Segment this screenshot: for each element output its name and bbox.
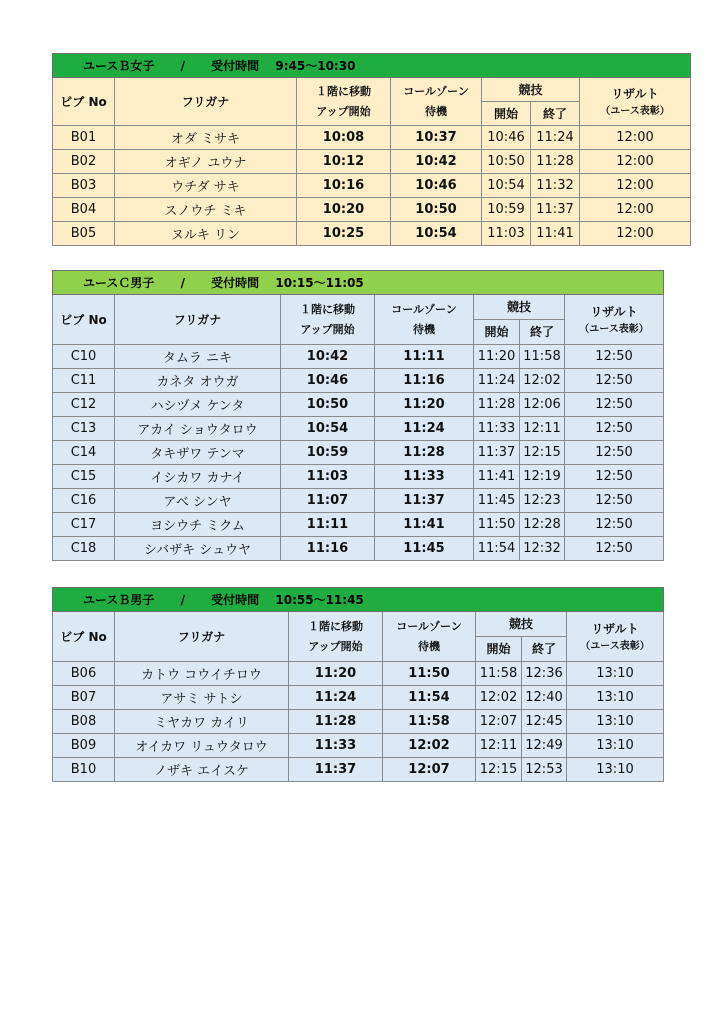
header-move-upstairs: [281, 295, 375, 345]
reception-label: 受付時間: [211, 593, 260, 607]
move-time-cell: 11:24: [289, 686, 383, 710]
furigana-cell: カネタ オウガ: [115, 369, 281, 393]
call-zone-time-cell: 11:50: [383, 662, 476, 686]
reception-label: 受付時間: [211, 276, 260, 290]
furigana-cell: アベ シンヤ: [115, 489, 281, 513]
move-time-cell: 10:12: [297, 150, 391, 174]
table-title: [53, 588, 664, 612]
result-time-cell: 13:10: [567, 686, 664, 710]
table-row: [53, 417, 664, 441]
category-label: ユースＣ男子: [83, 276, 155, 290]
furigana-cell: ウチダ サキ: [115, 174, 297, 198]
call-zone-time-cell: 10:37: [391, 126, 482, 150]
furigana-cell: タキザワ テンマ: [115, 441, 281, 465]
result-time-cell: 13:10: [567, 662, 664, 686]
youth-b-men-schedule: [52, 587, 664, 782]
title-separator: /: [180, 593, 185, 607]
result-time-cell: 13:10: [567, 758, 664, 782]
bib-cell: B09: [53, 734, 115, 758]
header-move-upstairs: [289, 612, 383, 662]
furigana-cell: オダ ミサキ: [115, 126, 297, 150]
furigana-cell: タムラ ニキ: [115, 345, 281, 369]
call-zone-time-cell: 11:11: [375, 345, 474, 369]
end-time-cell: 11:28: [531, 150, 580, 174]
end-time-cell: 12:19: [520, 465, 565, 489]
header-competition: 競技: [476, 612, 567, 637]
end-time-cell: 12:15: [520, 441, 565, 465]
furigana-cell: スノウチ ミキ: [115, 198, 297, 222]
reception-time: 9:45～10:30: [275, 59, 356, 73]
move-time-cell: 10:59: [281, 441, 375, 465]
end-time-cell: 11:58: [520, 345, 565, 369]
result-time-cell: 12:50: [565, 513, 664, 537]
header-furigana: フリガナ: [115, 612, 289, 662]
call-zone-time-cell: 10:54: [391, 222, 482, 246]
table-title: [53, 54, 691, 78]
result-time-cell: 12:50: [565, 345, 664, 369]
header-end: 終了: [531, 102, 580, 126]
start-time-cell: 11:33: [474, 417, 520, 441]
move-time-cell: 10:42: [281, 345, 375, 369]
header-move-upstairs: [297, 78, 391, 126]
move-time-cell: 10:50: [281, 393, 375, 417]
start-time-cell: 11:58: [476, 662, 522, 686]
move-time-cell: 10:25: [297, 222, 391, 246]
furigana-cell: アカイ ショウタロウ: [115, 417, 281, 441]
call-zone-time-cell: 10:42: [391, 150, 482, 174]
header-result-sub: （ユース表彰）: [580, 640, 650, 652]
end-time-cell: 12:11: [520, 417, 565, 441]
call-zone-time-cell: 11:37: [375, 489, 474, 513]
result-time-cell: 12:00: [580, 222, 691, 246]
move-time-cell: 11:07: [281, 489, 375, 513]
call-zone-time-cell: 11:20: [375, 393, 474, 417]
bib-cell: C16: [53, 489, 115, 513]
end-time-cell: 11:41: [531, 222, 580, 246]
furigana-cell: ヌルキ リン: [115, 222, 297, 246]
call-zone-time-cell: 11:58: [383, 710, 476, 734]
bib-cell: B07: [53, 686, 115, 710]
bib-cell: B08: [53, 710, 115, 734]
header-call-line1: コールゾーン: [403, 84, 469, 98]
header-furigana: フリガナ: [115, 78, 297, 126]
start-time-cell: 11:50: [474, 513, 520, 537]
header-start: 開始: [476, 637, 522, 662]
header-move-line2: アップ開始: [316, 104, 371, 118]
header-result-label: リザルト: [591, 621, 639, 636]
header-result: [580, 78, 691, 126]
table-row: [53, 393, 664, 417]
category-label: ユースＢ男子: [83, 593, 155, 607]
start-time-cell: 11:41: [474, 465, 520, 489]
end-time-cell: 11:32: [531, 174, 580, 198]
furigana-cell: シバザキ シュウヤ: [115, 537, 281, 561]
bib-cell: C18: [53, 537, 115, 561]
end-time-cell: 12:45: [522, 710, 567, 734]
bib-cell: B02: [53, 150, 115, 174]
move-time-cell: 11:11: [281, 513, 375, 537]
move-time-cell: 11:37: [289, 758, 383, 782]
furigana-cell: ハシヅメ ケンタ: [115, 393, 281, 417]
furigana-cell: ノザキ エイスケ: [115, 758, 289, 782]
result-time-cell: 12:00: [580, 198, 691, 222]
start-time-cell: 11:20: [474, 345, 520, 369]
move-time-cell: 10:16: [297, 174, 391, 198]
header-bib: ビブ No: [53, 295, 115, 345]
furigana-cell: アサミ サトシ: [115, 686, 289, 710]
furigana-cell: イシカワ カナイ: [115, 465, 281, 489]
bib-cell: C14: [53, 441, 115, 465]
move-time-cell: 11:33: [289, 734, 383, 758]
move-time-cell: 11:20: [289, 662, 383, 686]
bib-cell: B03: [53, 174, 115, 198]
end-time-cell: 11:37: [531, 198, 580, 222]
furigana-cell: ミヤカワ カイリ: [115, 710, 289, 734]
table-row: [53, 662, 664, 686]
youth-c-men-schedule: [52, 270, 664, 561]
furigana-cell: オイカワ リュウタロウ: [115, 734, 289, 758]
schedule-table: [52, 587, 664, 782]
table-row: [53, 710, 664, 734]
table-row: [53, 537, 664, 561]
header-competition: 競技: [482, 78, 580, 102]
header-result-label: リザルト: [590, 304, 638, 319]
header-result-sub: （ユース表彰）: [600, 105, 670, 117]
end-time-cell: 12:02: [520, 369, 565, 393]
bib-cell: C12: [53, 393, 115, 417]
end-time-cell: 12:23: [520, 489, 565, 513]
header-move-line1: １階に移動: [300, 302, 355, 316]
call-zone-time-cell: 11:24: [375, 417, 474, 441]
call-zone-time-cell: 11:16: [375, 369, 474, 393]
bib-cell: B10: [53, 758, 115, 782]
result-time-cell: 12:50: [565, 417, 664, 441]
furigana-cell: カトウ コウイチロウ: [115, 662, 289, 686]
table-row: [53, 441, 664, 465]
result-time-cell: 12:00: [580, 150, 691, 174]
header-start: 開始: [482, 102, 531, 126]
start-time-cell: 12:02: [476, 686, 522, 710]
header-result-label: リザルト: [611, 86, 659, 101]
header-call-line1: コールゾーン: [396, 619, 462, 633]
table-row: [53, 150, 691, 174]
table-row: [53, 345, 664, 369]
bib-cell: B01: [53, 126, 115, 150]
bib-cell: C15: [53, 465, 115, 489]
result-time-cell: 12:00: [580, 126, 691, 150]
start-time-cell: 12:15: [476, 758, 522, 782]
header-competition: 競技: [474, 295, 565, 320]
start-time-cell: 10:54: [482, 174, 531, 198]
move-time-cell: 10:46: [281, 369, 375, 393]
start-time-cell: 11:37: [474, 441, 520, 465]
reception-time: 10:55～11:45: [275, 593, 364, 607]
header-call-zone: [383, 612, 476, 662]
title-separator: /: [180, 276, 185, 290]
result-time-cell: 13:10: [567, 710, 664, 734]
header-end: 終了: [522, 637, 567, 662]
call-zone-time-cell: 12:07: [383, 758, 476, 782]
category-label: ユースＢ女子: [83, 59, 155, 73]
header-result: [565, 295, 664, 345]
header-move-line1: １階に移動: [308, 619, 363, 633]
call-zone-time-cell: 11:33: [375, 465, 474, 489]
start-time-cell: 12:07: [476, 710, 522, 734]
end-time-cell: 12:36: [522, 662, 567, 686]
bib-cell: C17: [53, 513, 115, 537]
furigana-cell: ヨシウチ ミクム: [115, 513, 281, 537]
start-time-cell: 11:24: [474, 369, 520, 393]
header-move-line1: １階に移動: [316, 84, 371, 98]
header-result: [567, 612, 664, 662]
move-time-cell: 10:08: [297, 126, 391, 150]
table-row: [53, 734, 664, 758]
end-time-cell: 12:32: [520, 537, 565, 561]
youth-b-women-schedule: [52, 53, 691, 246]
bib-cell: C13: [53, 417, 115, 441]
result-time-cell: 12:00: [580, 174, 691, 198]
header-result-sub: （ユース表彰）: [579, 323, 649, 335]
schedule-table: [52, 270, 664, 561]
call-zone-time-cell: 11:54: [383, 686, 476, 710]
table-row: [53, 686, 664, 710]
header-move-line2: アップ開始: [308, 639, 363, 653]
header-call-line2: 待機: [425, 104, 447, 118]
table-row: [53, 758, 664, 782]
table-row: [53, 126, 691, 150]
header-bib: ビブ No: [53, 612, 115, 662]
reception-label: 受付時間: [211, 59, 260, 73]
end-time-cell: 11:24: [531, 126, 580, 150]
result-time-cell: 12:50: [565, 465, 664, 489]
end-time-cell: 12:40: [522, 686, 567, 710]
call-zone-time-cell: 10:50: [391, 198, 482, 222]
call-zone-time-cell: 11:41: [375, 513, 474, 537]
title-separator: /: [180, 59, 185, 73]
header-start: 開始: [474, 320, 520, 345]
start-time-cell: 11:03: [482, 222, 531, 246]
move-time-cell: 10:20: [297, 198, 391, 222]
bib-cell: B05: [53, 222, 115, 246]
table-row: [53, 465, 664, 489]
header-call-line2: 待機: [413, 322, 435, 336]
header-furigana: フリガナ: [115, 295, 281, 345]
result-time-cell: 12:50: [565, 369, 664, 393]
header-move-line2: アップ開始: [300, 322, 355, 336]
move-time-cell: 11:03: [281, 465, 375, 489]
result-time-cell: 12:50: [565, 489, 664, 513]
call-zone-time-cell: 12:02: [383, 734, 476, 758]
call-zone-time-cell: 11:28: [375, 441, 474, 465]
bib-cell: B04: [53, 198, 115, 222]
result-time-cell: 12:50: [565, 393, 664, 417]
reception-time: 10:15～11:05: [275, 276, 364, 290]
table-row: [53, 513, 664, 537]
start-time-cell: 10:59: [482, 198, 531, 222]
bib-cell: C11: [53, 369, 115, 393]
result-time-cell: 13:10: [567, 734, 664, 758]
start-time-cell: 10:46: [482, 126, 531, 150]
table-title: [53, 271, 664, 295]
start-time-cell: 11:54: [474, 537, 520, 561]
start-time-cell: 10:50: [482, 150, 531, 174]
table-row: [53, 174, 691, 198]
start-time-cell: 11:45: [474, 489, 520, 513]
header-call-line1: コールゾーン: [391, 302, 457, 316]
header-bib: ビブ No: [53, 78, 115, 126]
result-time-cell: 12:50: [565, 441, 664, 465]
start-time-cell: 12:11: [476, 734, 522, 758]
call-zone-time-cell: 11:45: [375, 537, 474, 561]
start-time-cell: 11:28: [474, 393, 520, 417]
header-end: 終了: [520, 320, 565, 345]
move-time-cell: 10:54: [281, 417, 375, 441]
header-call-line2: 待機: [418, 639, 440, 653]
bib-cell: C10: [53, 345, 115, 369]
header-call-zone: [391, 78, 482, 126]
end-time-cell: 12:06: [520, 393, 565, 417]
end-time-cell: 12:28: [520, 513, 565, 537]
move-time-cell: 11:16: [281, 537, 375, 561]
header-call-zone: [375, 295, 474, 345]
bib-cell: B06: [53, 662, 115, 686]
table-row: [53, 198, 691, 222]
table-row: [53, 369, 664, 393]
table-row: [53, 222, 691, 246]
schedule-table: [52, 53, 691, 246]
furigana-cell: オギノ ユウナ: [115, 150, 297, 174]
result-time-cell: 12:50: [565, 537, 664, 561]
end-time-cell: 12:49: [522, 734, 567, 758]
call-zone-time-cell: 10:46: [391, 174, 482, 198]
move-time-cell: 11:28: [289, 710, 383, 734]
table-row: [53, 489, 664, 513]
end-time-cell: 12:53: [522, 758, 567, 782]
